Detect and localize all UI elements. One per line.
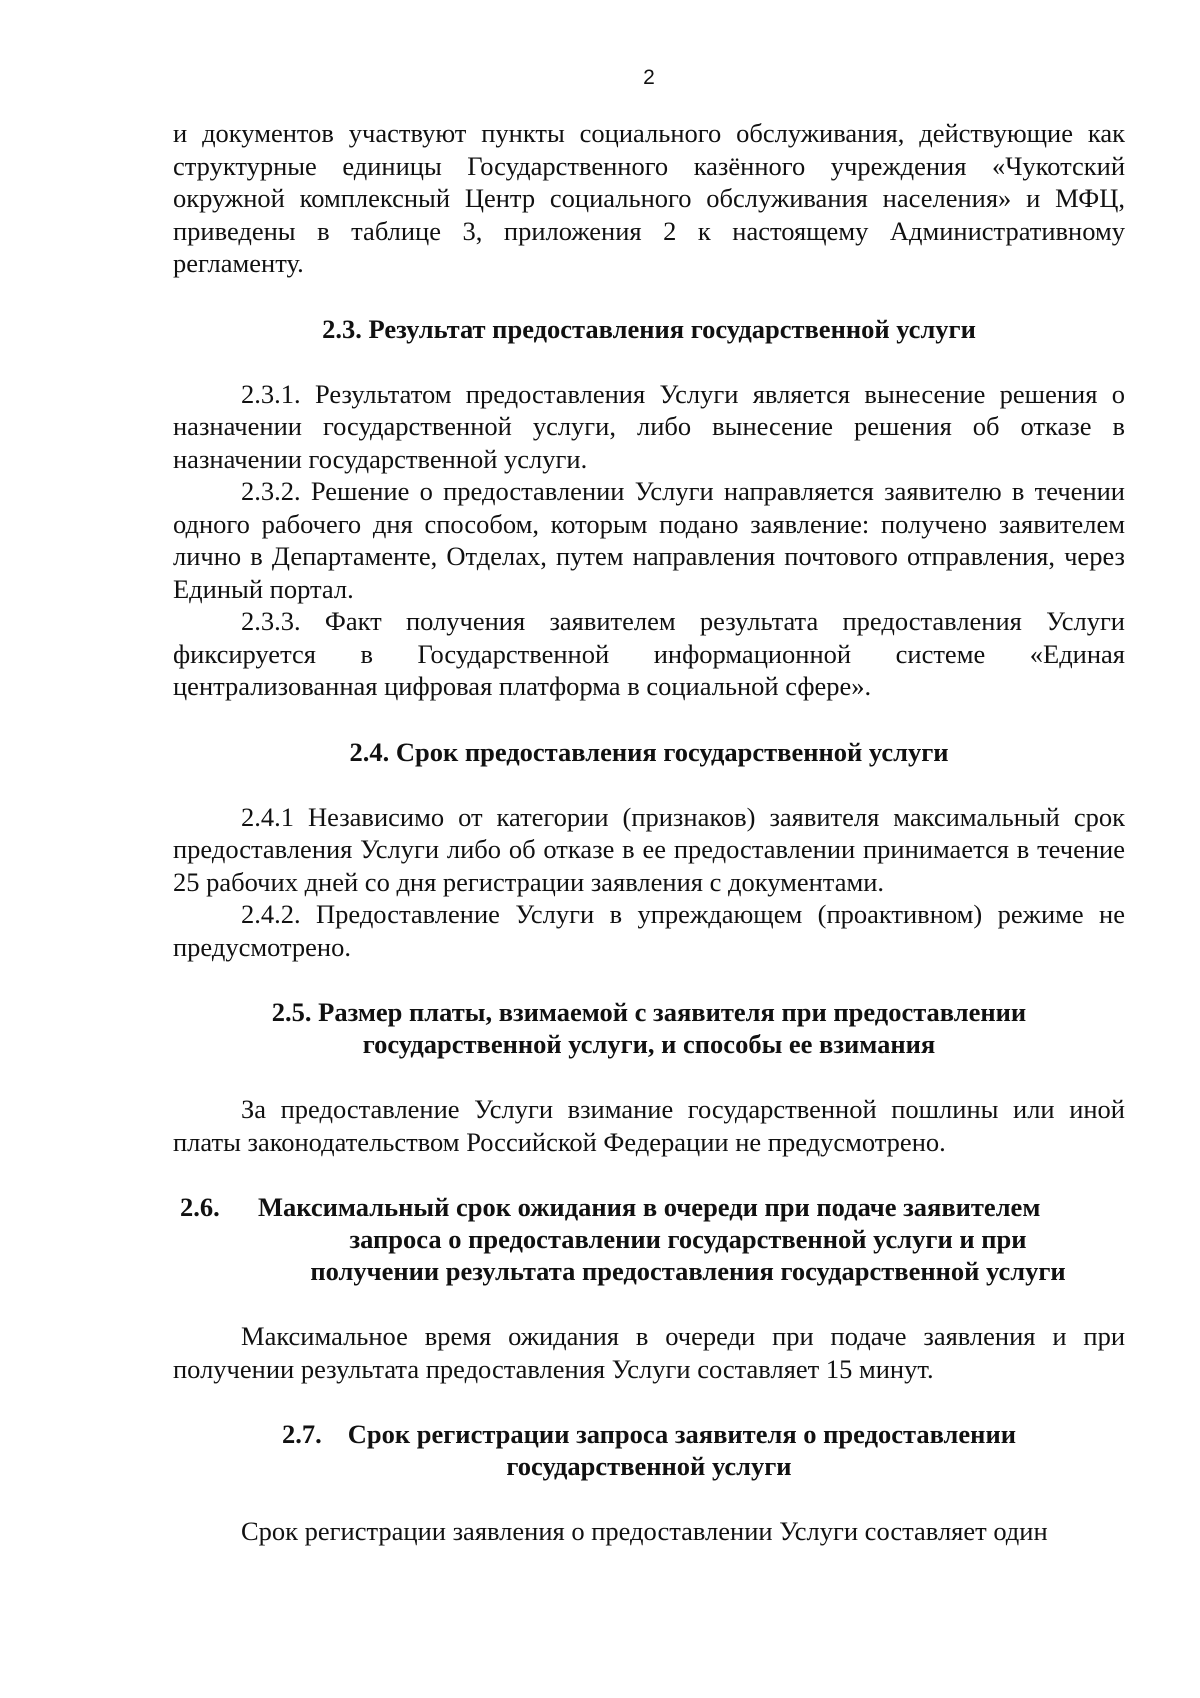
paragraph-2-3-2: 2.3.2. Решение о предоставлении Услуги направляется заявителю в течении одного рабочего дня способом, которым подано заявление: получено заявителем лично в Департаменте, Отделах, путем направления почтового отправления, через Единый портал.	[173, 476, 1125, 604]
paragraph-2-6: Максимальное время ожидания в очереди при подаче заявления и при получении результата предоставления Услуги составляет 15 минут.	[173, 1321, 1125, 1384]
intro-paragraph: и документов участвуют пункты социального обслуживания, действующие как структурные единицы Государственного казённого учреждения «Чукотский окружной комплексный Центр социального обслуживания населения» и МФЦ, приведены в таблице 3, приложения 2 к настоящему Административному регламенту.	[173, 118, 1125, 278]
page-number: 2	[643, 66, 655, 89]
paragraph-2-3-3: 2.3.3. Факт получения заявителем результата предоставления Услуги фиксируется в Государственной информационной системе «Единая централизованная цифровая платформа в социальной сфере».	[173, 606, 1125, 701]
paragraph-2-3-1: 2.3.1. Результатом предоставления Услуги является вынесение решения о назначении государственной услуги, либо вынесение решения об отказе в назначении государственной услуги.	[173, 378, 1125, 474]
section-2-6-heading-line1: Максимальный срок ожидания в очереди при подаче заявителем	[258, 1192, 1041, 1222]
section-2-6-heading-line3: получении результата предоставления государственной услуги	[310, 1256, 1066, 1286]
page-content	[173, 117, 1125, 1548]
paragraph-2-4-1: 2.4.1 Независимо от категории (признаков) заявителя максимальный срок предоставления Услуги либо об отказе в ее предоставлении принимается в течение 25 рабочих дней со дня регистрации заявления с документами.	[173, 801, 1125, 897]
section-2-6-heading	[173, 1191, 1125, 1287]
section-2-7-number: 2.7.	[282, 1419, 322, 1449]
section-2-3-heading: 2.3. Результат предоставления государственной услуги	[322, 313, 976, 344]
section-2-5-heading	[173, 996, 1125, 1060]
section-2-7-heading	[173, 1418, 1125, 1482]
section-2-7-heading-line2: государственной услуги	[506, 1451, 792, 1481]
section-2-6-number: 2.6.	[180, 1192, 220, 1222]
section-2-5-heading-line2: государственной услуги, и способы ее взимания	[362, 1029, 936, 1059]
paragraph-2-4-2: 2.4.2. Предоставление Услуги в упреждающем (проактивном) режиме не предусмотрено.	[173, 899, 1125, 962]
section-2-5-heading-line1: 2.5. Размер платы, взимаемой с заявителя при предоставлении	[271, 997, 1027, 1027]
section-2-4-heading: 2.4. Срок предоставления государственной услуги	[349, 736, 949, 767]
paragraph-2-7: Срок регистрации заявления о предоставлении Услуги составляет один	[241, 1516, 1048, 1546]
paragraph-2-5: За предоставление Услуги взимание государственной пошлины или иной платы законодательством Российской Федерации не предусмотрено.	[173, 1094, 1125, 1157]
section-2-6-heading-line2: запроса о предоставлении государственной услуги и при	[349, 1224, 1027, 1254]
section-2-7-heading-line1: Срок регистрации запроса заявителя о предоставлении	[347, 1419, 1016, 1449]
